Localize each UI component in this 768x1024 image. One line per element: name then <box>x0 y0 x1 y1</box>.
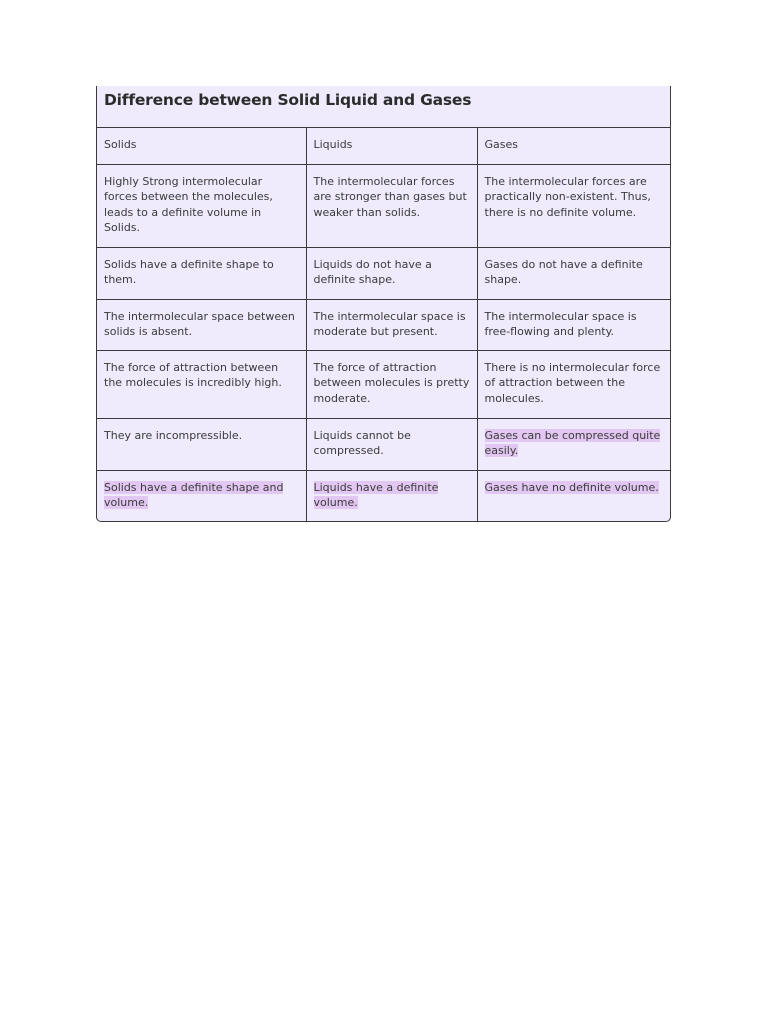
cell-solids: The force of attraction between the molecules is incredibly high. <box>97 350 306 418</box>
table-row <box>97 418 671 470</box>
highlighted-text: Gases can be compressed quite easily. <box>484 428 661 457</box>
header-liquids: Liquids <box>306 128 477 164</box>
cell-solids: Solids have a definite shape to them. <box>97 247 306 299</box>
table-title-row <box>97 86 670 128</box>
header-solids: Solids <box>97 128 306 164</box>
cell-solids: The intermolecular space between solids is absent. <box>97 299 306 350</box>
cell-gases <box>477 470 671 521</box>
header-gases: Gases <box>477 128 671 164</box>
table-row <box>97 164 671 247</box>
table-row <box>97 470 671 521</box>
highlighted-text: Gases have no definite volume. <box>484 480 659 494</box>
cell-gases: The intermolecular forces are practically non-existent. Thus, there is no definite volume. <box>477 164 671 247</box>
cell-solids: Highly Strong intermolecular forces between the molecules, leads to a definite volume in Solids. <box>97 164 306 247</box>
cell-liquids: The intermolecular space is moderate but present. <box>306 299 477 350</box>
highlighted-text: Liquids have a definite volume. <box>313 480 439 509</box>
cell-gases: Gases do not have a definite shape. <box>477 247 671 299</box>
cell-gases: The intermolecular space is free-flowing and plenty. <box>477 299 671 350</box>
table-row <box>97 247 671 299</box>
cell-liquids: Liquids do not have a definite shape. <box>306 247 477 299</box>
highlighted-text: Solids have a definite shape and volume. <box>104 480 284 509</box>
cell-liquids <box>306 470 477 521</box>
table-header-row <box>97 128 671 164</box>
table-row <box>97 299 671 350</box>
cell-gases <box>477 418 671 470</box>
cell-solids: They are incompressible. <box>97 418 306 470</box>
cell-gases: There is no intermolecular force of attraction between the molecules. <box>477 350 671 418</box>
cell-liquids: The force of attraction between molecules is pretty moderate. <box>306 350 477 418</box>
cell-liquids: The intermolecular forces are stronger than gases but weaker than solids. <box>306 164 477 247</box>
comparison-table <box>97 128 671 521</box>
table-title: Difference between Solid Liquid and Gases <box>104 91 472 109</box>
comparison-table-card <box>96 86 671 522</box>
cell-liquids: Liquids cannot be compressed. <box>306 418 477 470</box>
cell-solids <box>97 470 306 521</box>
table-row <box>97 350 671 418</box>
